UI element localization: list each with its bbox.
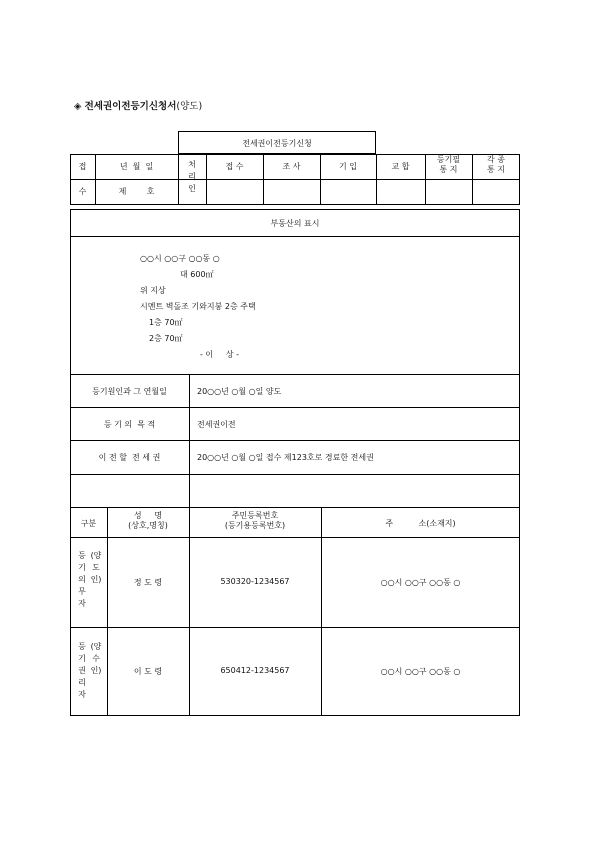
row-label-purpose: 등 기 의 목 적 — [103, 420, 156, 429]
reception-su: 수 — [78, 187, 87, 196]
obligee-role: 등기권리자 — [78, 642, 86, 699]
grid-line — [178, 154, 179, 205]
row-label-lease: 이 전 할 전 세 권 — [98, 453, 161, 462]
col-line — [321, 507, 322, 716]
party-header-id: 주민등록번호 (등기용등록번호) — [224, 511, 286, 530]
reception-col-gyohap: 교 합 — [391, 162, 410, 171]
property-line: 1층 70㎡ — [149, 318, 183, 327]
row-line — [70, 537, 520, 538]
row-value-purpose: 전세권이전 — [197, 420, 236, 429]
reception-cheori: 처리인 — [188, 160, 196, 193]
title-main: 전세권이전등기신청서 — [84, 101, 177, 112]
property-line: ○○시 ○○구 ○○동 ○ — [140, 254, 220, 263]
obligor-name: 정 도 령 — [133, 578, 163, 587]
obligee-role-sub: (양수인) — [90, 642, 102, 675]
document-title — [74, 98, 202, 112]
row-line — [70, 374, 520, 375]
obligor-address: ○○시 ○○구 ○○동 ○ — [380, 578, 461, 587]
party-header-gubun: 구분 — [80, 519, 97, 528]
obligee-address: ○○시 ○○구 ○○동 ○ — [380, 667, 461, 676]
property-line: 2층 70㎡ — [149, 334, 183, 343]
property-line: 시멘트 벽돌조 기와지붕 2층 주택 — [140, 302, 256, 311]
obligor-role-sub: (양도인) — [90, 551, 102, 584]
obligee-id: 650412-1234567 — [220, 666, 290, 675]
row-value-cause: 20○○년 ○월 ○일 양도 — [197, 387, 282, 396]
property-line: 대 600㎡ — [180, 270, 214, 279]
party-header-name: 성 명 (상호,명칭) — [128, 511, 168, 530]
property-header: 부동산의 표시 — [270, 219, 320, 228]
reception-ymd: 년 월 일 — [119, 162, 154, 171]
row-line — [70, 407, 520, 408]
col-line — [107, 507, 108, 716]
reception-jeho: 제 호 — [118, 187, 155, 196]
obligee-name: 이 도 령 — [133, 667, 163, 676]
col-line — [189, 507, 190, 716]
row-line — [70, 627, 520, 628]
party-header-addr: 주 소(소재지) — [385, 519, 456, 528]
reception-col-deunggipil: 등기필 통 지 — [436, 155, 461, 174]
reception-header: 전세권이전등기신청 — [242, 139, 312, 148]
title-sub: (양도) — [176, 101, 203, 112]
row-label-cause: 등기원인과 그 연월일 — [92, 387, 167, 396]
reception-col-josa: 조 사 — [282, 162, 301, 171]
obligor-id: 530320-1234567 — [220, 577, 290, 586]
row-line — [70, 236, 520, 237]
row-line — [70, 507, 520, 508]
row-line — [70, 474, 520, 475]
reception-col-gakjong: 각 종 통 지 — [487, 155, 505, 174]
property-line: 위 지상 — [140, 286, 166, 295]
reception-jeob: 접 — [78, 162, 87, 171]
diamond-bullet-icon: ◈ — [74, 101, 82, 112]
property-line: - 이 상 - — [200, 350, 240, 359]
col-line — [189, 374, 190, 507]
reception-col-jeobsu: 접 수 — [225, 162, 244, 171]
row-value-lease: 20○○년 ○월 ○일 접수 제123호로 경료한 전세권 — [197, 453, 374, 462]
reception-divider — [70, 179, 520, 180]
obligor-role: 등기의무자 — [78, 551, 86, 608]
reception-col-giip: 기 입 — [339, 162, 357, 171]
row-line — [70, 440, 520, 441]
